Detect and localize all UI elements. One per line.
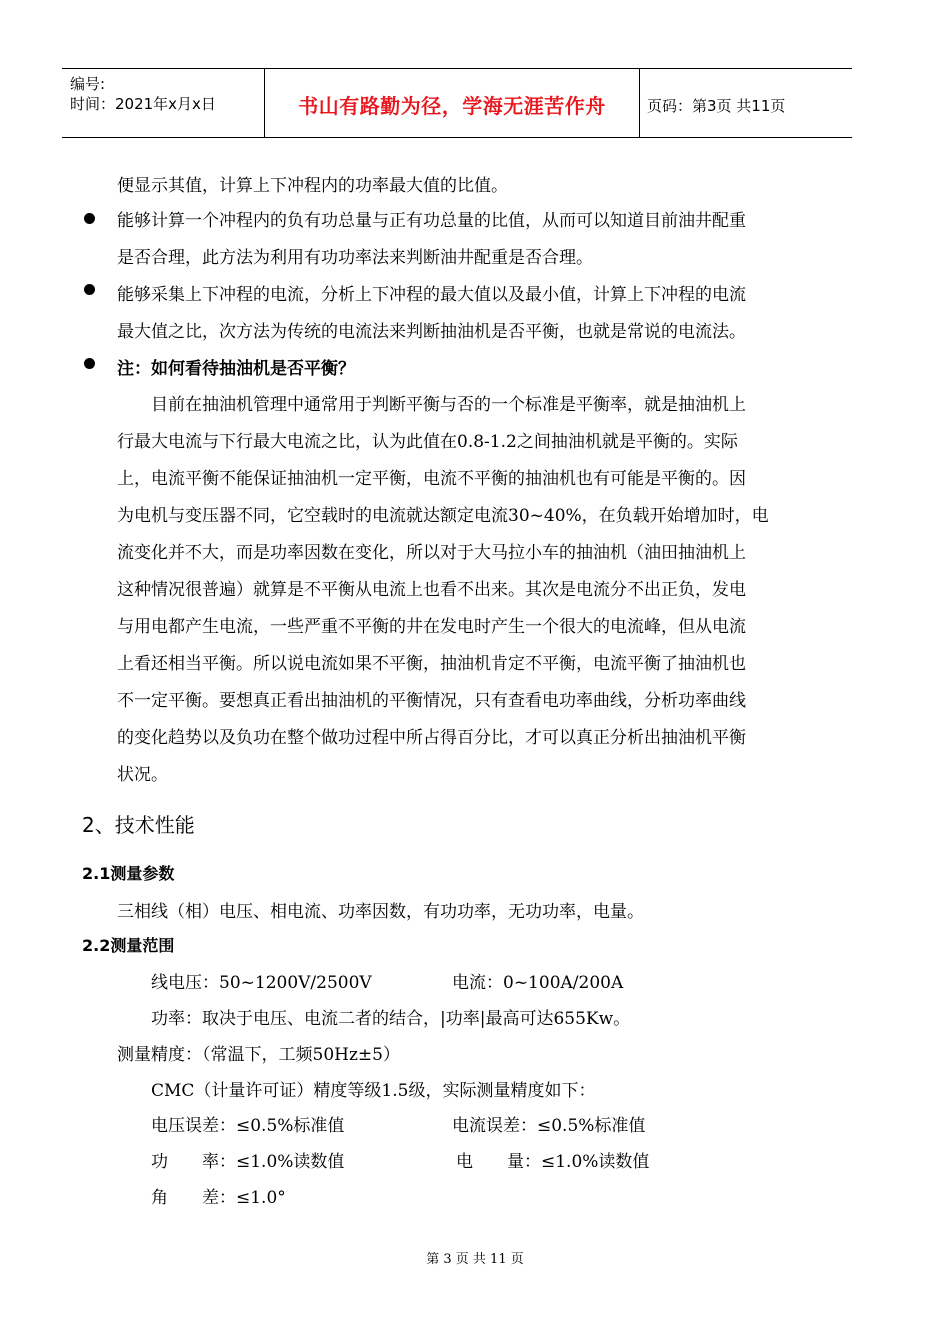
- energy-error: 电 量：≤1.0%读数值: [456, 1152, 650, 1172]
- cmc-text: CMC（计量许可证）精度等级1.5级，实际测量精度如下：: [151, 1081, 596, 1101]
- para-line: 上，电流平衡不能保证抽油机一定平衡，电流不平衡的抽油机也有可能是平衡的。因: [117, 469, 746, 489]
- angle-error: 角 差：≤1.0°: [151, 1188, 286, 1208]
- bullet-dot: [84, 213, 95, 224]
- para-line: 的变化趋势以及负功在整个做功过程中所占得百分比，才可以真正分析出抽油机平衡: [117, 728, 746, 748]
- para-line: 状况。: [117, 765, 168, 785]
- doc-number-label: 编号:: [70, 75, 106, 93]
- header-motto: 书山有路勤为径，学海无涯苦作舟: [298, 94, 606, 118]
- power-range: 功率：取决于电压、电流二者的结合，|功率|最高可达655Kw。: [151, 1009, 631, 1029]
- measure-params-text: 三相线（相）电压、相电流、功率因数，有功功率，无功功率，电量。: [117, 902, 644, 922]
- power-error: 功 率：≤1.0%读数值: [151, 1152, 345, 1172]
- para-line: 不一定平衡。要想真正看出抽油机的平衡情况，只有查看电功率曲线，分析功率曲线: [117, 691, 746, 711]
- header-left-cell: [62, 69, 264, 137]
- voltage-range: 线电压：50~1200V/2500V: [151, 973, 372, 993]
- bullet2-line2: 最大值之比，次方法为传统的电流法来判断抽油机是否平衡，也就是常说的电流法。: [117, 322, 746, 342]
- para-line: 上看还相当平衡。所以说电流如果不平衡，抽油机肯定不平衡，电流平衡了抽油机也: [117, 654, 746, 674]
- para-line: 流变化并不大，而是功率因数在变化，所以对于大马拉小车的抽油机（油田抽油机上: [117, 543, 746, 563]
- page-header: [62, 68, 852, 138]
- section-2-2-title: 2.2测量范围: [82, 936, 175, 955]
- section-2-title: 2、技术性能: [82, 813, 195, 837]
- header-page-label: 页码：第3页 共11页: [647, 97, 786, 115]
- bullet-dot: [84, 284, 95, 295]
- doc-time-label: 时间：2021年x月x日: [70, 95, 216, 113]
- para-line: 目前在抽油机管理中通常用于判断平衡与否的一个标准是平衡率，就是抽油机上: [151, 395, 746, 415]
- page-footer: 第 3 页 共 11 页: [426, 1252, 524, 1267]
- note-heading: 注：如何看待抽油机是否平衡？: [117, 359, 355, 379]
- current-range: 电流：0~100A/200A: [452, 973, 624, 993]
- header-middle-cell: [264, 69, 640, 137]
- continued-line: 便显示其值，计算上下冲程内的功率最大值的比值。: [117, 176, 508, 196]
- header-right-cell: [639, 69, 852, 137]
- bullet1-line2: 是否合理，此方法为利用有功功率法来判断油井配重是否合理。: [117, 248, 593, 268]
- para-line: 这种情况很普遍）就算是不平衡从电流上也看不出来。其次是电流分不出正负，发电: [117, 580, 746, 600]
- bullet2-line1: 能够采集上下冲程的电流，分析上下冲程的最大值以及最小值，计算上下冲程的电流: [117, 285, 746, 305]
- para-line: 与用电都产生电流，一些严重不平衡的井在发电时产生一个很大的电流峰，但从电流: [117, 617, 746, 637]
- accuracy-heading: 测量精度：（常温下，工频50Hz±5）: [117, 1045, 400, 1065]
- voltage-error: 电压误差：≤0.5%标准值: [151, 1116, 345, 1136]
- current-error: 电流误差：≤0.5%标准值: [452, 1116, 646, 1136]
- para-line: 行最大电流与下行最大电流之比，认为此值在0.8-1.2之间抽油机就是平衡的。实际: [117, 432, 738, 452]
- para-line: 为电机与变压器不同，它空载时的电流就达额定电流30~40%，在负载开始增加时，电: [117, 506, 769, 526]
- section-2-1-title: 2.1测量参数: [82, 864, 175, 883]
- bullet1-line1: 能够计算一个冲程内的负有功总量与正有功总量的比值，从而可以知道目前油井配重: [117, 211, 746, 231]
- bullet-dot: [84, 358, 95, 369]
